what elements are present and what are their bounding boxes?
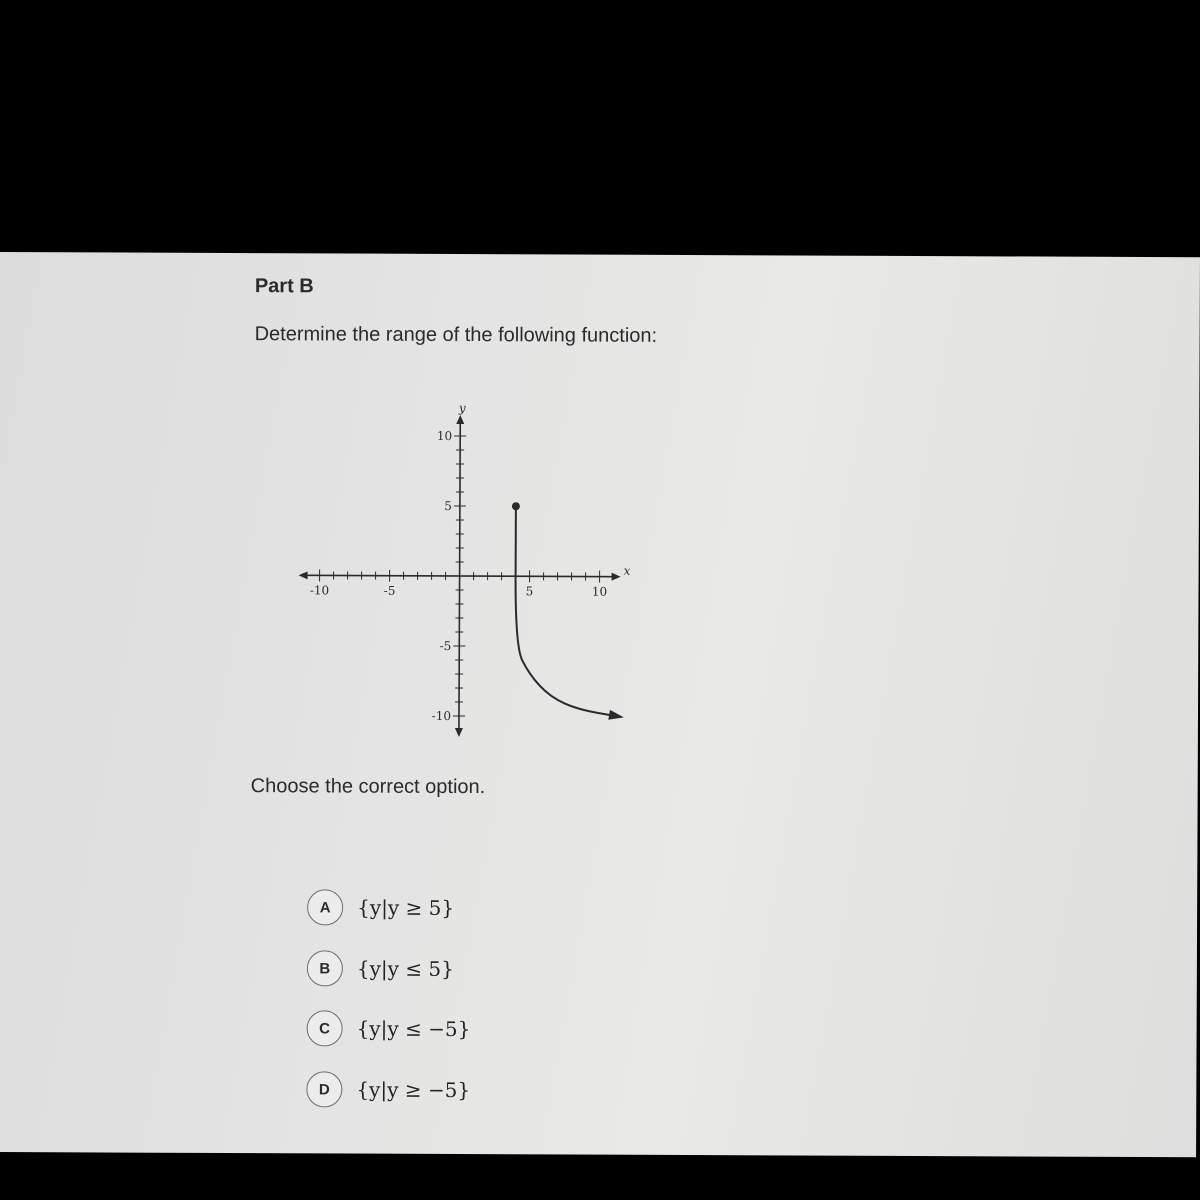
instruction-text: Choose the correct option. [250, 775, 486, 799]
option-a-badge[interactable]: A [307, 889, 343, 925]
x-tick-label: -5 [383, 583, 396, 598]
option-d-badge[interactable]: D [306, 1071, 342, 1107]
y-axis-label: y [458, 401, 466, 416]
y-tick-label: -5 [439, 638, 452, 653]
option-b-badge[interactable]: B [307, 950, 343, 986]
option-a[interactable] [307, 889, 454, 926]
option-c[interactable] [307, 1010, 471, 1047]
y-tick-label: -10 [431, 708, 452, 723]
option-a-text[interactable]: {y|y ≥ 5} [357, 895, 455, 920]
x-tick-label: -10 [309, 583, 330, 598]
x-axis-arrow-left [299, 571, 308, 579]
option-b-text[interactable]: {y|y ≤ 5} [356, 956, 454, 981]
part-label: Part B [254, 275, 314, 298]
y-axis [459, 422, 460, 730]
x-axis-arrow-right [612, 573, 621, 581]
y-axis-arrow-up [456, 415, 464, 424]
question-screen [0, 252, 1200, 1157]
option-d[interactable] [306, 1071, 470, 1108]
x-tick-label: 5 [525, 584, 534, 599]
function-graph [283, 393, 645, 745]
option-c-text[interactable]: {y|y ≤ −5} [356, 1016, 471, 1042]
x-axis-label: x [623, 563, 631, 578]
y-tick-label: 5 [444, 498, 452, 513]
curve-end-arrow [608, 710, 624, 720]
y-tick-label: 10 [436, 428, 453, 443]
x-tick-label: 10 [591, 584, 608, 599]
option-c-badge[interactable]: C [307, 1010, 343, 1046]
option-b[interactable] [307, 950, 454, 987]
question-prompt: Determine the range of the following function: [254, 323, 658, 347]
option-d-text[interactable]: {y|y ≥ −5} [356, 1077, 471, 1103]
closed-endpoint-dot [512, 502, 520, 510]
y-axis-arrow-down [455, 728, 463, 737]
